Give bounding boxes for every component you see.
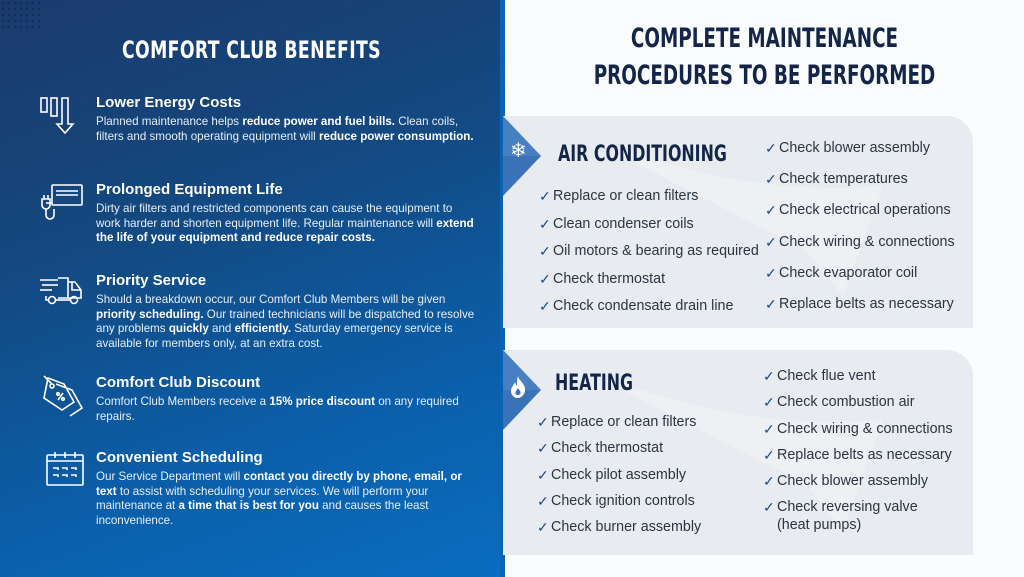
checklist-item-label: Check flue vent — [777, 368, 876, 384]
air-filter-plug-icon — [38, 181, 86, 225]
checklist-item-label: Check condensate drain line — [553, 298, 734, 314]
checkmark-icon: ✓ — [537, 440, 549, 457]
checkmark-icon: ✓ — [537, 492, 549, 509]
checklist-item-label: Check wiring & connections — [777, 420, 953, 437]
checklist-item — [765, 234, 955, 265]
checklist-item-label: Replace or clean filters — [553, 188, 699, 204]
checklist-item — [537, 414, 701, 440]
checkmark-icon: ✓ — [537, 466, 549, 483]
checklist-item — [763, 447, 953, 473]
checklist-item — [539, 216, 759, 244]
checklist-item-label: Check temperatures — [779, 171, 908, 188]
emphasis-text: extend the life of your equipment and reduce repair costs. — [96, 216, 474, 245]
checklist-item — [763, 473, 953, 499]
checklist-item — [765, 296, 955, 327]
body-text: Planned maintenance helps — [96, 115, 243, 128]
checkmark-icon: ✓ — [539, 270, 551, 287]
heating-right-checklist — [763, 368, 953, 537]
checklist-item — [765, 171, 955, 202]
checklist-item — [539, 243, 759, 271]
checkmark-icon: ✓ — [765, 171, 777, 188]
ac-left-checklist — [539, 188, 759, 326]
checkmark-icon: ✓ — [765, 140, 777, 156]
body-text: on any required repairs. — [96, 395, 459, 423]
checklist-item-label: Check evaporator coil — [779, 264, 918, 281]
checklist-item — [765, 140, 955, 171]
benefit-title: Priority Service — [96, 272, 207, 289]
checkmark-icon: ✓ — [765, 295, 777, 312]
emphasis-text: efficiently. — [234, 322, 292, 336]
body-text: Our trained technicians will be dispatched to resolve any problems — [96, 307, 475, 336]
body-text: Clean coils, filters and smooth operating equipment will — [96, 115, 459, 143]
checklist-item-label: Check ignition controls — [551, 492, 695, 509]
checklist-item — [763, 394, 953, 420]
checklist-item-label: Check reversing valve — [777, 499, 918, 516]
checklist-item-label: Check burner assembly — [551, 519, 702, 536]
decorative-dots — [0, 0, 40, 28]
checklist-item-label: Check electrical operations — [779, 202, 951, 219]
section-title: AIR CONDITIONING — [558, 142, 727, 167]
checkmark-icon: ✓ — [763, 446, 775, 463]
checkmark-icon: ✓ — [763, 420, 775, 437]
checklist-item-label: Check thermostat — [553, 270, 666, 287]
checkmark-icon: ✓ — [537, 519, 549, 536]
checklist-item — [537, 519, 701, 545]
energy-bars-down-arrow-icon — [38, 94, 86, 138]
checklist-item — [765, 202, 955, 233]
body-text: Saturday emergency service is available for members only, at an extra cost. — [96, 322, 453, 350]
checklist-item-label: Oil motors & bearing as required — [553, 243, 759, 259]
emphasis-text: contact you directly by phone, email, or text — [96, 470, 462, 498]
checklist-item-label: Check combustion air — [777, 394, 915, 411]
checklist-item-label: Check thermostat — [551, 440, 664, 457]
heating-card — [503, 350, 973, 555]
checkmark-icon: ✓ — [539, 243, 551, 259]
body-text: Comfort Club Members receive a — [96, 395, 270, 408]
body-text: and causes the least inconvenience. — [96, 499, 429, 527]
procedures-title-line1: COMPLETE MAINTENANCE — [630, 23, 899, 54]
checklist-item — [765, 265, 955, 296]
checklist-item-label: Clean condenser coils — [553, 215, 694, 232]
air-conditioning-card — [503, 116, 973, 328]
body-text: to assist with scheduling your services. We will perform your maintenance at — [96, 484, 429, 513]
checklist-item-label: Check wiring & connections — [779, 233, 955, 250]
checkmark-icon: ✓ — [763, 473, 775, 490]
benefit-title: Comfort Club Discount — [96, 374, 261, 391]
procedures-title-line2: PROCEDURES TO BE PERFORMED — [593, 60, 936, 91]
checkmark-icon: ✓ — [763, 394, 775, 411]
benefit-title: Lower Energy Costs — [96, 94, 242, 111]
checkmark-icon: ✓ — [763, 368, 775, 384]
checkmark-icon: ✓ — [537, 414, 549, 430]
emphasis-text: reduce power consumption. — [318, 129, 474, 143]
emphasis-text: reduce power and fuel bills. — [242, 115, 396, 128]
checklist-item — [539, 298, 759, 326]
emphasis-text: quickly — [168, 322, 209, 336]
checkmark-icon: ✓ — [539, 215, 551, 232]
checklist-item-label: (heat pumps) — [777, 517, 862, 534]
checkmark-icon: ✓ — [765, 202, 777, 219]
checklist-item-label: Replace belts as necessary — [777, 446, 952, 463]
flame-icon — [510, 376, 526, 398]
benefit-description — [96, 395, 476, 424]
benefit-description — [96, 470, 476, 528]
checkmark-icon: ✓ — [765, 264, 777, 281]
emphasis-text: a time that is best for you — [178, 499, 319, 513]
heating-left-checklist — [537, 414, 701, 545]
benefits-title: COMFORT CLUB BENEFITS — [122, 36, 381, 64]
benefit-description — [96, 202, 476, 246]
benefit-description — [96, 115, 476, 144]
snowflake-icon: ❄ — [510, 140, 527, 162]
checklist-item — [763, 421, 953, 447]
emphasis-text: priority scheduling. — [96, 307, 204, 321]
delivery-truck-icon — [38, 272, 86, 316]
section-title: HEATING — [555, 371, 634, 396]
calendar-icon — [38, 449, 86, 493]
body-text: and — [208, 322, 235, 336]
benefit-description — [96, 293, 476, 351]
checklist-item — [537, 493, 701, 519]
checkmark-icon: ✓ — [763, 499, 775, 516]
benefits-panel — [0, 0, 503, 577]
checkmark-icon: ✓ — [539, 298, 551, 314]
checklist-item — [763, 517, 953, 537]
checklist-item — [539, 271, 759, 299]
body-text: Dirty air filters and restricted components can cause the equipment to work harder and shorten equipment life. Regular maintenance will — [96, 202, 453, 230]
checkmark-icon: ✓ — [765, 233, 777, 250]
checklist-item — [763, 368, 953, 394]
checklist-item — [539, 188, 759, 216]
discount-tags-icon — [38, 374, 86, 418]
body-text: Our Service Department will — [96, 470, 244, 483]
checklist-item — [537, 467, 701, 493]
checklist-item-label: Replace or clean filters — [551, 414, 697, 430]
ac-right-checklist — [765, 140, 955, 327]
emphasis-text: 15% price discount — [269, 395, 375, 408]
checklist-item-label: Check pilot assembly — [551, 466, 687, 483]
benefit-title: Prolonged Equipment Life — [96, 181, 283, 198]
body-text: Should a breakdown occur, our Comfort Club Members will be given — [96, 293, 446, 306]
checklist-item — [537, 440, 701, 466]
procedures-title — [588, 20, 941, 94]
checklist-item-label: Check blower assembly — [779, 140, 930, 156]
checklist-item-label: Replace belts as necessary — [779, 295, 954, 312]
benefit-title: Convenient Scheduling — [96, 449, 263, 466]
checkmark-icon: ✓ — [539, 188, 551, 204]
checklist-item-label: Check blower assembly — [777, 473, 928, 490]
